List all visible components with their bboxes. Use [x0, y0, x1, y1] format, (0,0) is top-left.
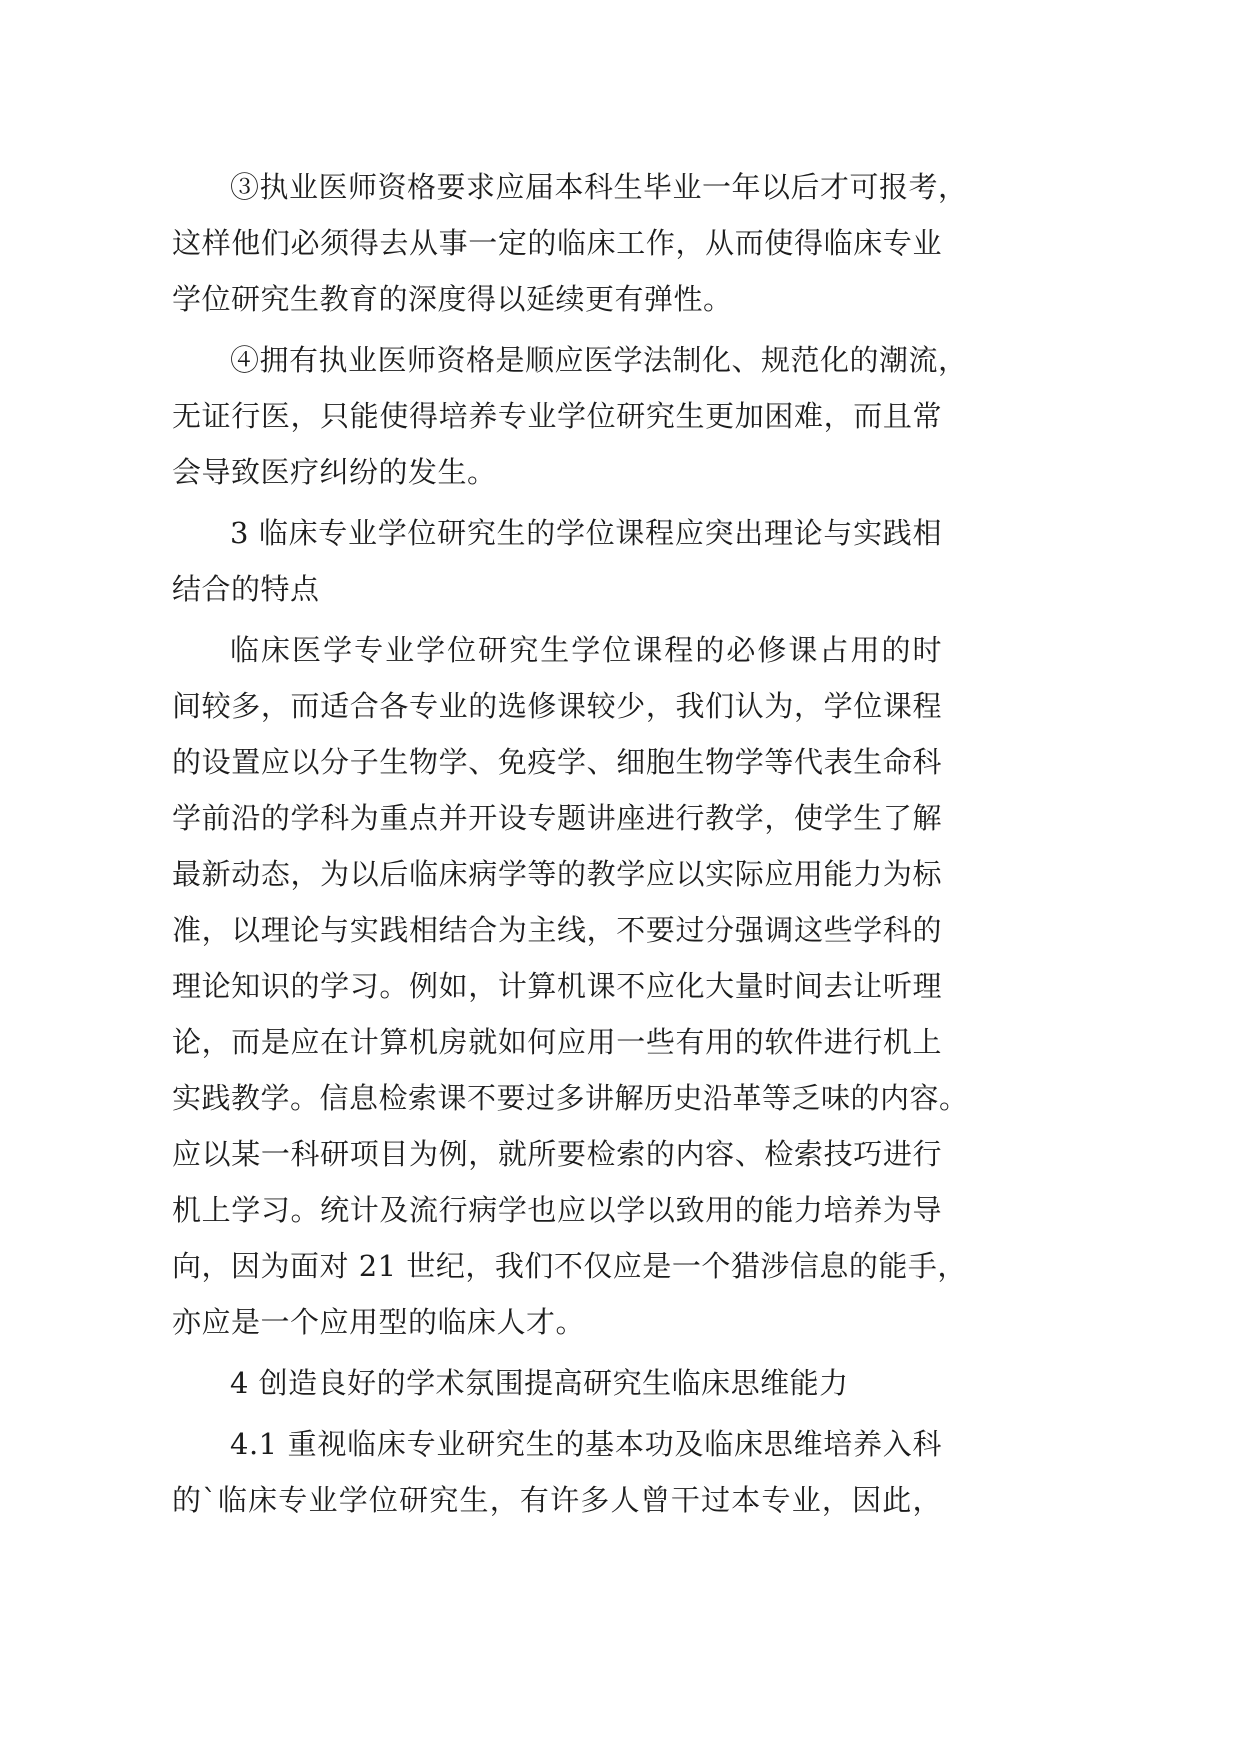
paragraph-item-4 — [172, 332, 968, 500]
text-line: 4.1 重视临床专业研究生的基本功及临床思维培养入科 — [230, 1427, 942, 1461]
text-line: 应以某一科研项目为例，就所要检索的内容、检索技巧进行 — [172, 1137, 942, 1171]
body-paragraph — [172, 622, 969, 1350]
text-line: 论，而是应在计算机房就如何应用一些有用的软件进行机上 — [172, 1025, 942, 1059]
text-line: 理论知识的学习。例如，计算机课不应化大量时间去让听理 — [172, 969, 942, 1003]
text-line: 学位研究生教育的深度得以延续更有弹性。 — [172, 282, 733, 316]
text-line: 向，因为面对 21 世纪，我们不仅应是一个猎涉信息的能手， — [172, 1249, 967, 1283]
text-line: 这样他们必须得去从事一定的临床工作，从而使得临床专业 — [172, 226, 942, 260]
text-line: 准，以理论与实践相结合为主线，不要过分强调这些学科的 — [172, 913, 942, 947]
text-line: 的设置应以分子生物学、免疫学、细胞生物学等代表生命科 — [172, 745, 942, 779]
document-body — [172, 159, 969, 1528]
section-heading-3 — [172, 505, 942, 617]
text-line: 最新动态，为以后临床病学等的教学应以实际应用能力为标 — [172, 857, 942, 891]
subsection-paragraph-4-1 — [172, 1416, 942, 1528]
paragraph-item-3 — [172, 159, 968, 327]
text-line: 机上学习。统计及流行病学也应以学以致用的能力培养为导 — [172, 1193, 942, 1227]
text-line: ③执业医师资格要求应届本科生毕业一年以后才可报考， — [230, 170, 968, 204]
text-line: 的`临床专业学位研究生，有许多人曾干过本专业，因此， — [172, 1483, 942, 1517]
text-line: 会导致医疗纠纷的发生。 — [172, 455, 497, 489]
text-line: 实践教学。信息检索课不要过多讲解历史沿革等乏味的内容。 — [172, 1081, 969, 1115]
text-line: 间较多，而适合各专业的选修课较少，我们认为，学位课程 — [172, 689, 942, 723]
text-line: 无证行医，只能使得培养专业学位研究生更加困难，而且常 — [172, 399, 942, 433]
text-line: ④拥有执业医师资格是顺应医学法制化、规范化的潮流， — [230, 343, 968, 377]
text-line: 亦应是一个应用型的临床人才。 — [172, 1305, 586, 1339]
text-line: 临床医学专业学位研究生学位课程的必修课占用的时 — [230, 633, 942, 667]
heading-line: 3 临床专业学位研究生的学位课程应突出理论与实践相 — [230, 516, 942, 550]
heading-line: 4 创造良好的学术氛围提高研究生临床思维能力 — [230, 1366, 849, 1400]
heading-line: 结合的特点 — [172, 572, 320, 606]
section-heading-4 — [172, 1355, 942, 1411]
text-line: 学前沿的学科为重点并开设专题讲座进行教学，使学生了解 — [172, 801, 942, 835]
